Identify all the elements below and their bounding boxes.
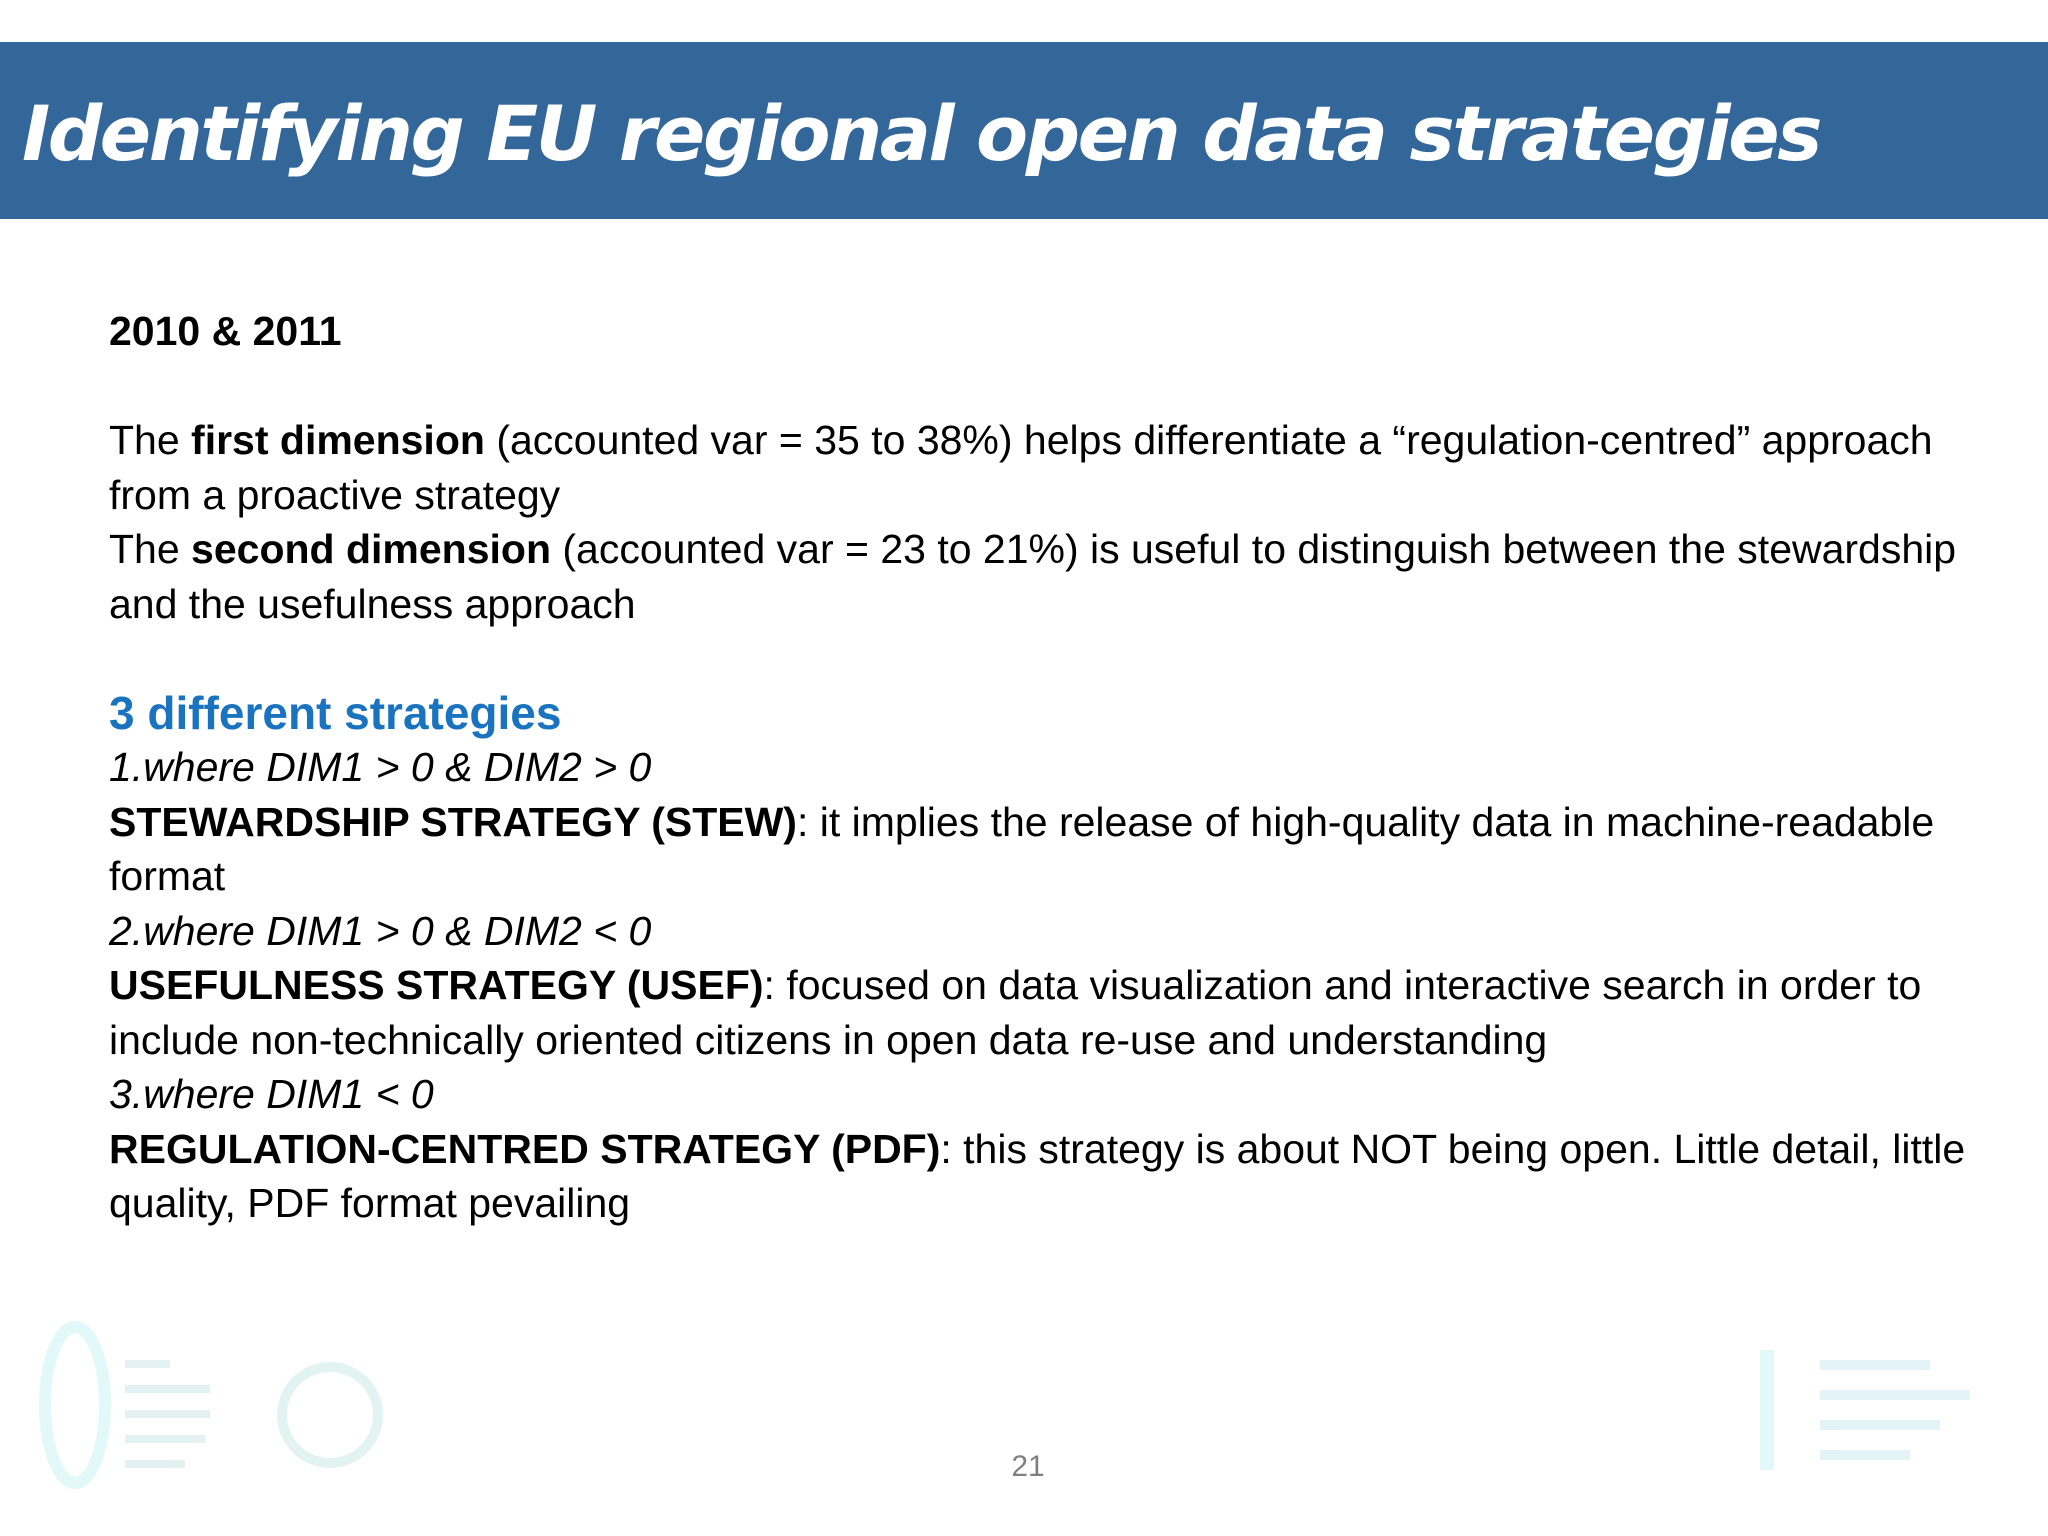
strategy-2-description [109,958,1989,1067]
first-dimension-text: (accounted var = 35 to 38%) helps differentiate a “regulation-centred” approach from a proactive strategy [109,417,1933,518]
strategy-1-text: : it implies the release of high-quality data in machine-readable format [109,798,1935,899]
strategy-3-name: REGULATION-CENTRED STRATEGY (PDF) [109,1125,941,1172]
strategy-1-description [109,795,1989,904]
strategy-2-text: : focused on data visualization and interactive search in order to include non-technically oriented citizens in open data re-use and understanding [109,962,1922,1063]
page-number: 21 [1011,1450,1045,1483]
second-dimension-term: second dimension [191,526,551,572]
strategy-2-name: USEFULNESS STRATEGY (USEF) [109,962,764,1008]
strategy-1-name: STEWARDSHIP STRATEGY (STEW) [109,798,797,845]
strategy-3-condition: 3.where DIM1 < 0 [109,1071,434,1117]
slide-body [109,304,1989,1231]
years-heading: 2010 & 2011 [109,308,342,354]
top-margin [0,0,2048,42]
strategy-1-condition: 1.where DIM1 > 0 & DIM2 > 0 [109,744,652,790]
strategy-3-description [109,1122,1989,1231]
first-dimension-lead: The [109,417,192,463]
first-dimension-term: first dimension [191,417,485,463]
strategy-3-text: : this strategy is about NOT being open. Little detail, little quality, PDF format pevailing [109,1125,1966,1226]
strategy-2-condition: 2.where DIM1 > 0 & DIM2 < 0 [109,907,652,954]
slide-title: Identifying EU regional open data strategies [22,89,1820,178]
spacer [109,631,1989,686]
strategies-heading: 3 different strategies [109,686,562,739]
second-dimension-paragraph [109,522,1989,631]
second-dimension-text: (accounted var = 23 to 21%) is useful to distinguish between the stewardship and the usefulness approach [109,526,1957,627]
first-dimension-paragraph [109,413,1989,522]
second-dimension-lead: The [109,526,192,572]
